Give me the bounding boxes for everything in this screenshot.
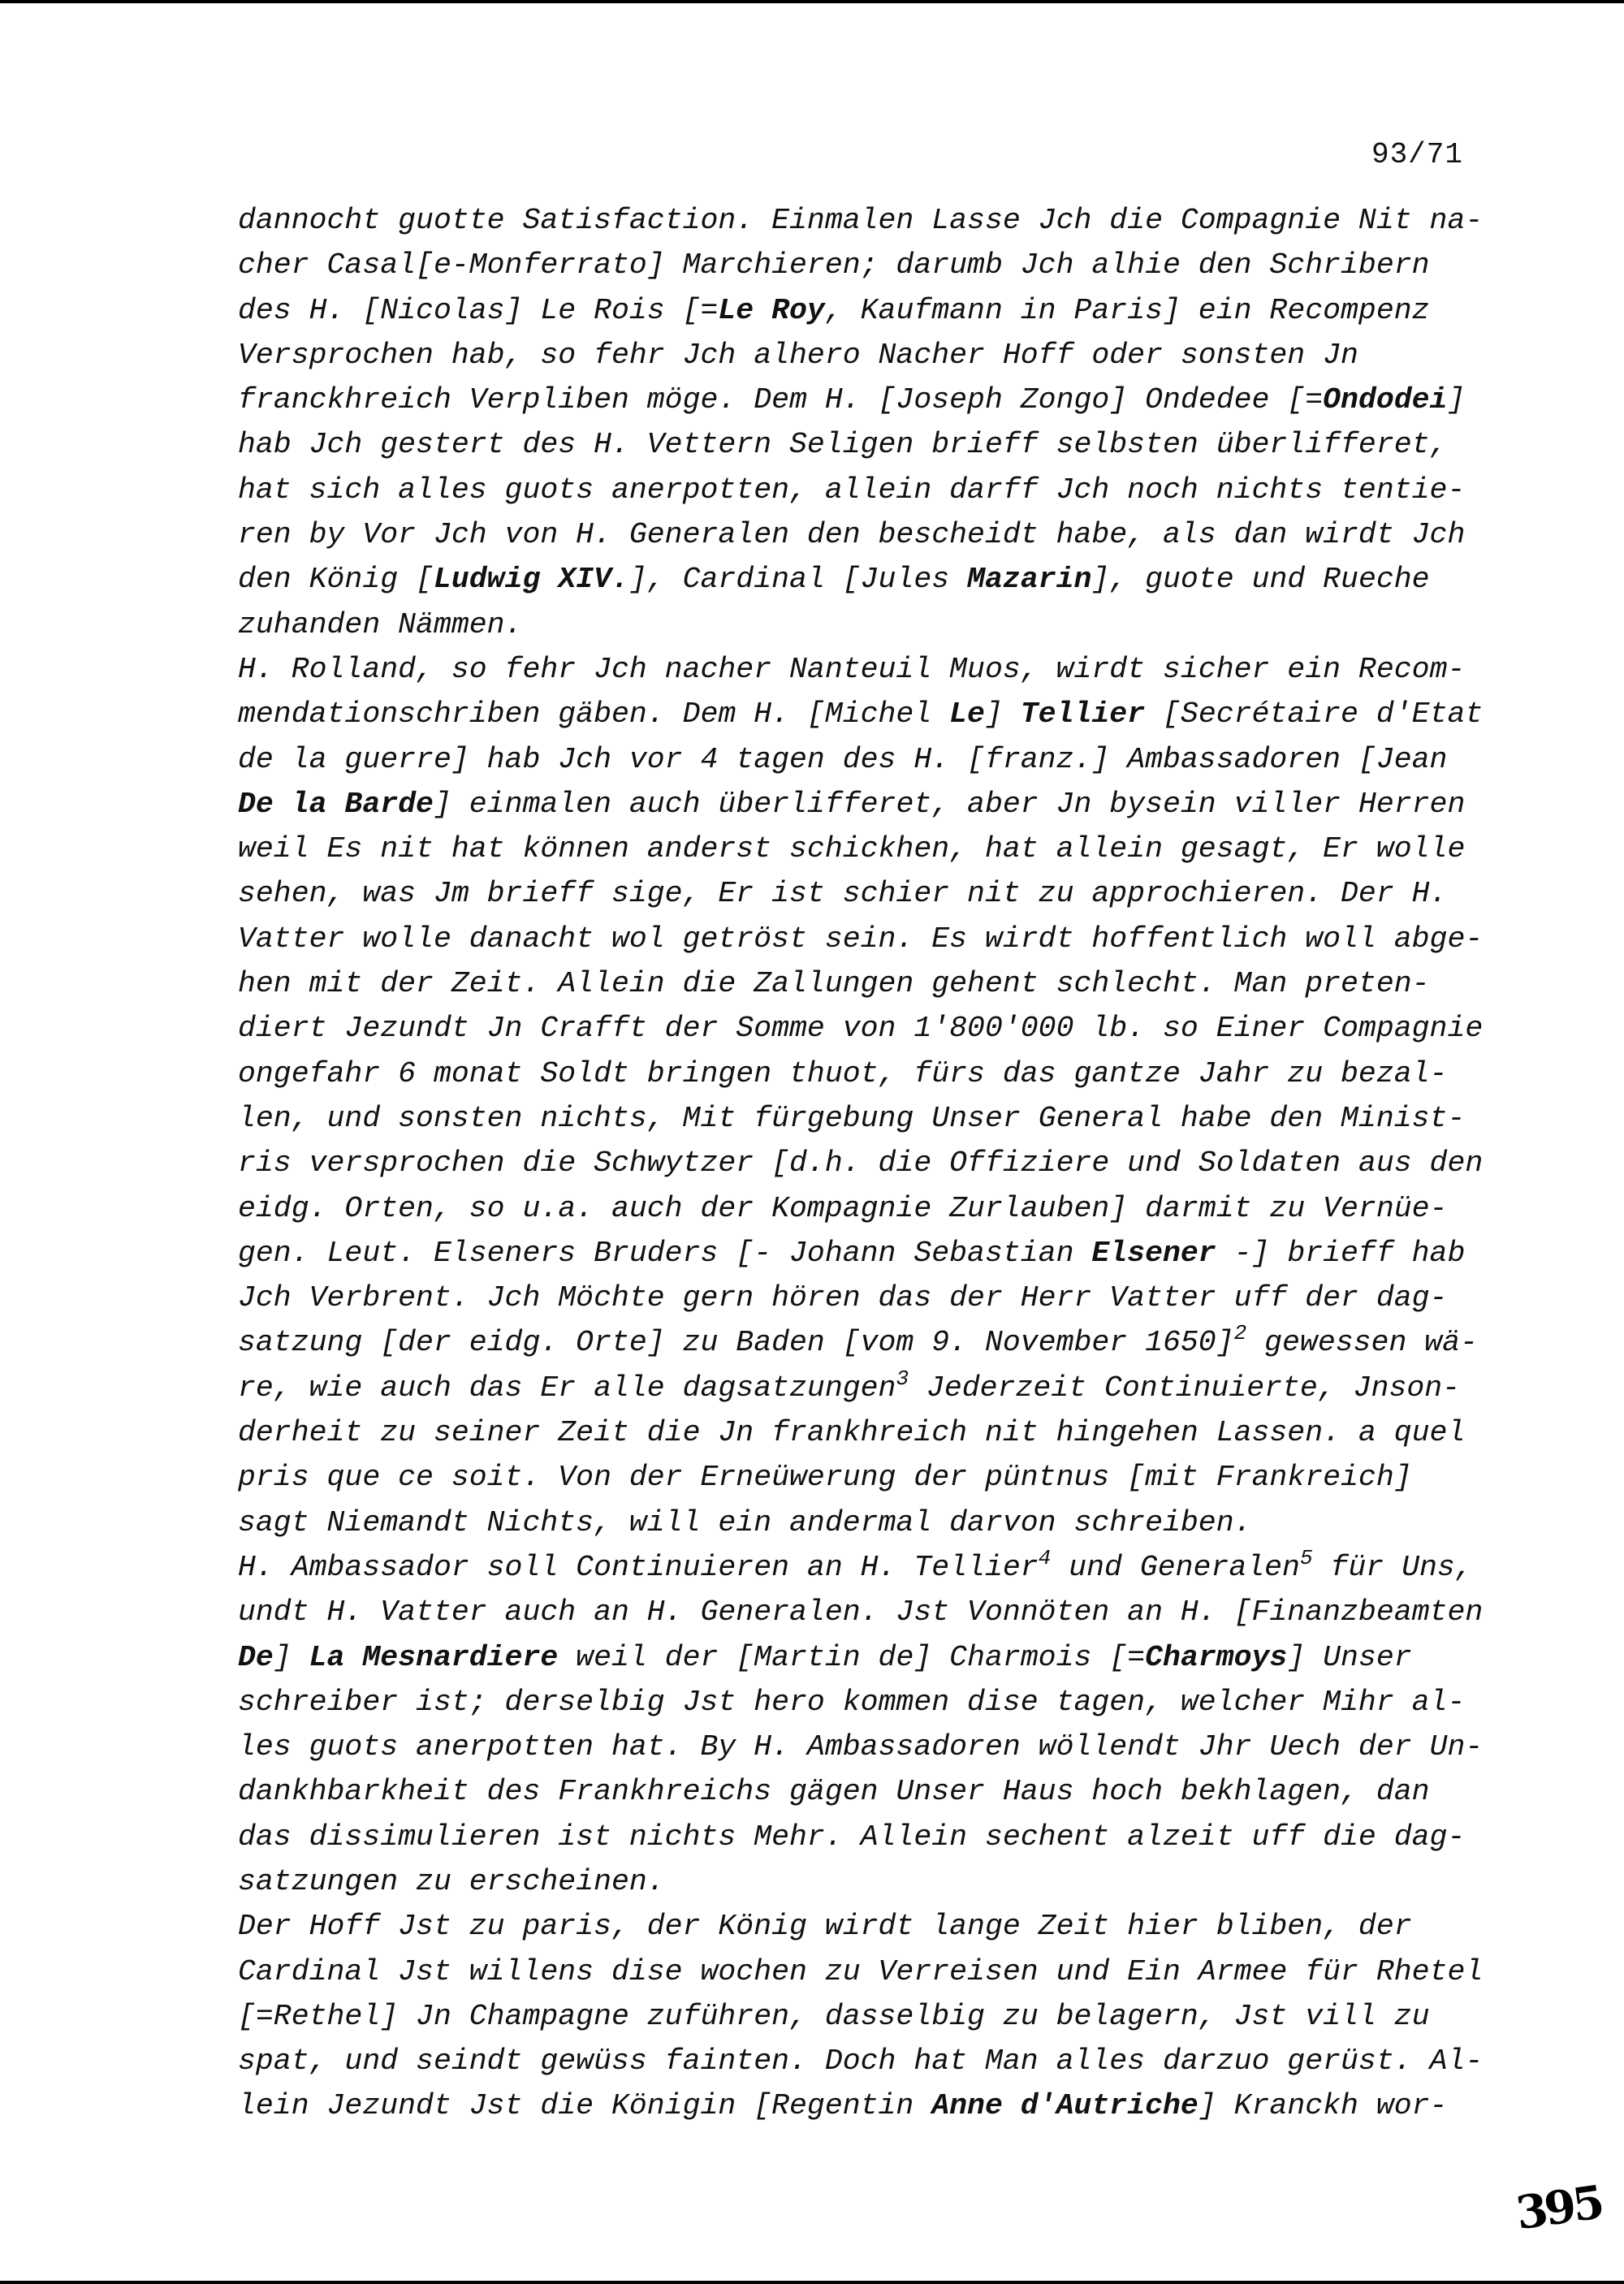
text-segment: des H. [Nicolas] Le Rois [= (238, 293, 719, 327)
text-line (238, 827, 1488, 871)
text-segment: dankhbarkheit des Frankhreichs gägen Unser Haus hoch bekhlagen, dan (238, 1775, 1430, 1809)
text-segment: ris versprochen die Schwytzer [d.h. die Offiziere und Soldaten aus den (238, 1146, 1484, 1181)
text-segment: ] (1447, 383, 1466, 417)
text-segment: H. Ambassador soll Continuieren an H. Tellier (238, 1550, 1039, 1584)
text-segment: und Generalen (1051, 1550, 1300, 1584)
text-segment: ], Cardinal [Jules (628, 563, 968, 597)
text-segment: das dissimulieren ist nichts Mehr. Allein sechent alzeit uff die dag- (238, 1820, 1466, 1854)
text-segment: len, und sonsten nichts, Mit fürgebung Unser General habe den Minist- (238, 1101, 1466, 1135)
text-line (238, 1231, 1488, 1276)
text-segment: lein Jezundt Jst die Königin [Regentin (238, 2089, 932, 2123)
bold-name: Ondodei (1323, 383, 1448, 417)
text-segment: ], guote und Rueche (1091, 563, 1430, 597)
text-segment: weil der [Martin de] Charmois [= (558, 1640, 1146, 1674)
text-line (238, 1815, 1488, 1859)
text-line (238, 871, 1488, 916)
text-line (238, 1410, 1488, 1455)
text-line (238, 2083, 1488, 2128)
text-line (238, 1769, 1488, 1814)
text-segment: gewessen wä- (1246, 1326, 1478, 1360)
text-line (238, 198, 1488, 243)
bold-name: Le (949, 697, 985, 732)
text-segment: Jch Verbrent. Jch Möchte gern hören das der Herr Vatter uff der dag- (238, 1281, 1448, 1315)
bold-name: Ludwig XIV. (433, 563, 629, 597)
text-line (238, 647, 1488, 692)
bold-name: De la Barde (238, 787, 434, 821)
text-segment: eidg. Orten, so u.a. auch der Kompagnie Zurlauben] darmit zu Vernüe- (238, 1191, 1448, 1225)
text-line (238, 1725, 1488, 1769)
text-line (238, 1320, 1488, 1365)
text-line (238, 1994, 1488, 2039)
text-line (238, 1366, 1488, 1410)
bold-name: Mazarin (967, 563, 1092, 597)
text-segment: , Kaufmann in Paris] ein Recompenz (824, 293, 1430, 327)
scan-border-top (0, 0, 1624, 3)
text-segment: den König [ (238, 563, 434, 597)
bold-name: De (238, 1640, 274, 1674)
archive-stamp-number: 395 (1512, 2175, 1605, 2241)
text-line (238, 1545, 1488, 1590)
text-segment: Cardinal Jst willens dise wochen zu Verreisen und Ein Armee für Rhetel (238, 1954, 1484, 1988)
text-segment: dannocht guotte Satisfaction. Einmalen Lasse Jch die Compagnie Nit na- (238, 204, 1484, 237)
footnote-marker: 2 (1233, 1321, 1247, 1346)
text-line (238, 1186, 1488, 1231)
text-segment: hab Jch gestert des H. Vettern Seligen brieff selbsten überlifferet, (238, 428, 1448, 462)
text-segment: [=Rethel] Jn Champagne zuführen, dasselbig zu belagern, Jst vill zu (238, 1999, 1430, 2033)
text-line (238, 1904, 1488, 1949)
text-line (238, 468, 1488, 512)
page-number: 93/71 (1371, 138, 1463, 171)
text-segment: ongefahr 6 monat Soldt bringen thuot, fürs das gantze Jahr zu bezal- (238, 1056, 1448, 1090)
text-line (238, 243, 1488, 287)
text-segment: -] brieff hab (1216, 1236, 1466, 1270)
text-line (238, 737, 1488, 782)
text-segment: franckhreich Verpliben möge. Dem H. [Joseph Zongo] Ondedee [= (238, 383, 1324, 417)
text-segment: sagt Niemandt Nichts, will ein andermal darvon schreiben. (238, 1505, 1252, 1539)
text-segment: de la guerre] hab Jch vor 4 tagen des H. [franz.] Ambassadoren [Jean (238, 742, 1448, 776)
text-line (238, 1096, 1488, 1141)
text-segment: ] (984, 697, 1021, 732)
text-segment: für Uns, (1312, 1550, 1473, 1584)
text-segment: Jederzeit Continuierte, Jnson- (909, 1371, 1461, 1405)
text-line (238, 378, 1488, 422)
text-segment: derheit zu seiner Zeit die Jn frankhreich nit hingehen Lassen. a quel (238, 1416, 1466, 1450)
text-line (238, 1455, 1488, 1500)
text-segment: undt H. Vatter auch an H. Generalen. Jst Vonnöten an H. [Finanzbeamten (238, 1595, 1484, 1630)
text-segment: sehen, was Jm brieff sige, Er ist schier nit zu approchieren. Der H. (238, 877, 1448, 911)
text-segment: spat, und seindt gewüss fainten. Doch hat Man alles darzuo gerüst. Al- (238, 2044, 1484, 2079)
text-line (238, 917, 1488, 961)
text-segment: hen mit der Zeit. Allein die Zallungen gehent schlecht. Man preten- (238, 967, 1430, 1001)
text-line (238, 333, 1488, 378)
text-line (238, 1859, 1488, 1904)
text-segment: satzung [der eidg. Orte] zu Baden [vom 9. November 1650] (238, 1326, 1234, 1360)
bold-name: Charmoys (1145, 1640, 1288, 1674)
text-line (238, 692, 1488, 736)
text-line (238, 1276, 1488, 1320)
text-segment: ] Unser (1287, 1640, 1412, 1674)
bold-name: La Mesnardiere (309, 1640, 559, 1674)
scan-border-bottom (0, 2281, 1624, 2284)
text-segment: satzungen zu erscheinen. (238, 1864, 665, 1898)
text-segment: pris que ce soit. Von der Erneüwerung der püntnus [mit Frankreich] (238, 1461, 1412, 1495)
footnote-marker: 5 (1299, 1545, 1313, 1570)
text-line (238, 1590, 1488, 1634)
text-line (238, 557, 1488, 602)
text-segment: zuhanden Nämmen. (238, 607, 523, 641)
bold-name: Le Roy (718, 293, 825, 327)
text-line (238, 1680, 1488, 1725)
bold-name: Elsener (1091, 1236, 1216, 1270)
text-line (238, 288, 1488, 333)
text-segment: Vatter wolle danacht wol getröst sein. Es wirdt hoffentlich woll abge- (238, 922, 1484, 956)
footnote-marker: 3 (896, 1366, 909, 1391)
text-segment: schreiber ist; derselbig Jst hero kommen dise tagen, welcher Mihr al- (238, 1685, 1466, 1719)
text-segment: les guots anerpotten hat. By H. Ambassadoren wöllendt Jhr Uech der Un- (238, 1730, 1484, 1764)
text-line (238, 1635, 1488, 1680)
text-line (238, 1051, 1488, 1096)
bold-name: Tellier (1020, 697, 1146, 732)
text-line (238, 512, 1488, 557)
text-segment: re, wie auch das Er alle dagsatzungen (238, 1371, 896, 1405)
letter-body-text (238, 198, 1488, 2129)
text-line (238, 1949, 1488, 1994)
bold-name: Anne d'Autriche (931, 2089, 1199, 2123)
text-segment: diert Jezundt Jn Crafft der Somme von 1'800'000 lb. so Einer Compagnie (238, 1012, 1484, 1046)
text-line (238, 782, 1488, 827)
text-segment: hat sich alles guots anerpotten, allein darff Jch noch nichts tentie- (238, 473, 1466, 507)
text-line (238, 1141, 1488, 1185)
footnote-marker: 4 (1038, 1545, 1052, 1570)
text-segment: Versprochen hab, so fehr Jch alhero Nacher Hoff oder sonsten Jn (238, 338, 1358, 372)
text-segment: ] (273, 1640, 309, 1674)
text-segment: ] Kranckh wor- (1198, 2089, 1448, 2123)
text-segment: gen. Leut. Elseners Bruders [- Johann Sebastian (238, 1236, 1092, 1270)
text-segment: Der Hoff Jst zu paris, der König wirdt lange Zeit hier bliben, der (238, 1910, 1412, 1944)
text-segment: H. Rolland, so fehr Jch nacher Nanteuil Muos, wirdt sicher ein Recom- (238, 652, 1466, 686)
text-segment: cher Casal[e-Monferrato] Marchieren; darumb Jch alhie den Schribern (238, 248, 1430, 283)
text-line (238, 2039, 1488, 2083)
text-segment: ren by Vor Jch von H. Generalen den bescheidt habe, als dan wirdt Jch (238, 518, 1466, 552)
text-line (238, 602, 1488, 647)
text-segment: ] einmalen auch überlifferet, aber Jn bysein viller Herren (433, 787, 1466, 821)
text-line (238, 1500, 1488, 1545)
text-line (238, 1006, 1488, 1051)
text-segment: [Secrétaire d'Etat (1145, 697, 1484, 732)
text-segment: weil Es nit hat können anderst schickhen, hat allein gesagt, Er wolle (238, 832, 1466, 866)
text-line (238, 961, 1488, 1006)
text-segment: mendationschriben gäben. Dem H. [Michel (238, 697, 950, 732)
text-line (238, 422, 1488, 467)
